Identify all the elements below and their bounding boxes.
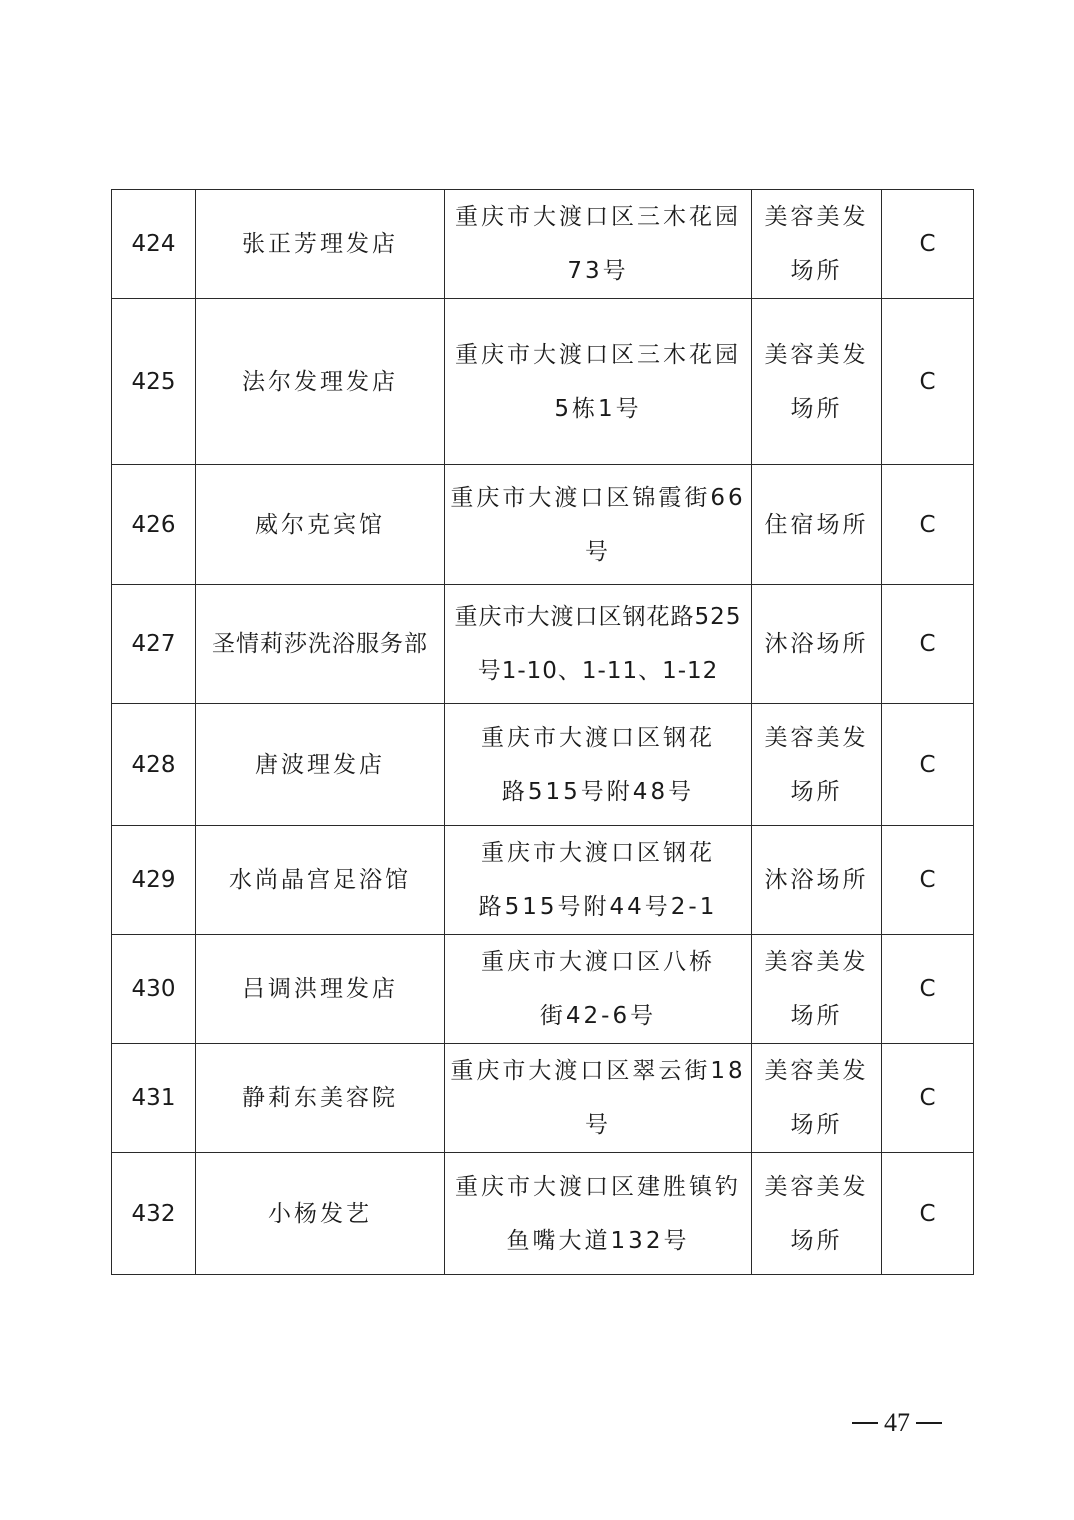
venue-name: 圣情莉莎洗浴服务部 — [196, 585, 445, 704]
venue-grade: C — [882, 190, 974, 299]
venue-category: 美容美发场所 — [752, 935, 882, 1044]
venue-grade: C — [882, 585, 974, 704]
venue-category: 美容美发场所 — [752, 1153, 882, 1275]
row-number: 430 — [112, 935, 196, 1044]
venue-address: 重庆市大渡口区翠云街18号 — [445, 1044, 752, 1153]
page-number — [852, 1408, 942, 1438]
venue-category: 沐浴场所 — [752, 585, 882, 704]
row-number: 428 — [112, 704, 196, 826]
table-row — [112, 299, 974, 465]
venue-address: 重庆市大渡口区三木花园73号 — [445, 190, 752, 299]
venue-address: 重庆市大渡口区钢花路515号附44号2-1 — [445, 826, 752, 935]
venue-name: 吕调洪理发店 — [196, 935, 445, 1044]
venue-category: 美容美发场所 — [752, 299, 882, 465]
venue-category: 沐浴场所 — [752, 826, 882, 935]
venue-name: 法尔发理发店 — [196, 299, 445, 465]
table-row — [112, 935, 974, 1044]
row-number: 424 — [112, 190, 196, 299]
dash-left — [852, 1422, 878, 1423]
venue-grade: C — [882, 465, 974, 585]
page-number-text: 47 — [884, 1408, 910, 1437]
dash-right — [916, 1422, 942, 1423]
venue-grade: C — [882, 1153, 974, 1275]
venue-address: 重庆市大渡口区钢花路525号1-10、1-11、1-12 — [445, 585, 752, 704]
venue-name: 威尔克宾馆 — [196, 465, 445, 585]
venue-category: 住宿场所 — [752, 465, 882, 585]
venue-name: 小杨发艺 — [196, 1153, 445, 1275]
venue-grade: C — [882, 704, 974, 826]
table-row — [112, 826, 974, 935]
row-number: 432 — [112, 1153, 196, 1275]
table-row — [112, 585, 974, 704]
venue-address: 重庆市大渡口区锦霞街66号 — [445, 465, 752, 585]
venue-category: 美容美发场所 — [752, 704, 882, 826]
venue-address: 重庆市大渡口区三木花园5栋1号 — [445, 299, 752, 465]
venue-category: 美容美发场所 — [752, 1044, 882, 1153]
venue-listing-table — [111, 189, 974, 1275]
venue-name: 唐波理发店 — [196, 704, 445, 826]
venue-address: 重庆市大渡口区建胜镇钓鱼嘴大道132号 — [445, 1153, 752, 1275]
table-row — [112, 704, 974, 826]
table-row — [112, 190, 974, 299]
table-row — [112, 1044, 974, 1153]
venue-grade: C — [882, 935, 974, 1044]
table-row — [112, 1153, 974, 1275]
venue-name: 水尚晶宫足浴馆 — [196, 826, 445, 935]
row-number: 429 — [112, 826, 196, 935]
table-row — [112, 465, 974, 585]
venue-grade: C — [882, 1044, 974, 1153]
venue-address: 重庆市大渡口区钢花路515号附48号 — [445, 704, 752, 826]
venue-grade: C — [882, 826, 974, 935]
row-number: 427 — [112, 585, 196, 704]
venue-name: 张正芳理发店 — [196, 190, 445, 299]
row-number: 431 — [112, 1044, 196, 1153]
venue-grade: C — [882, 299, 974, 465]
row-number: 425 — [112, 299, 196, 465]
venue-name: 静莉东美容院 — [196, 1044, 445, 1153]
venue-category: 美容美发场所 — [752, 190, 882, 299]
venue-address: 重庆市大渡口区八桥街42-6号 — [445, 935, 752, 1044]
row-number: 426 — [112, 465, 196, 585]
